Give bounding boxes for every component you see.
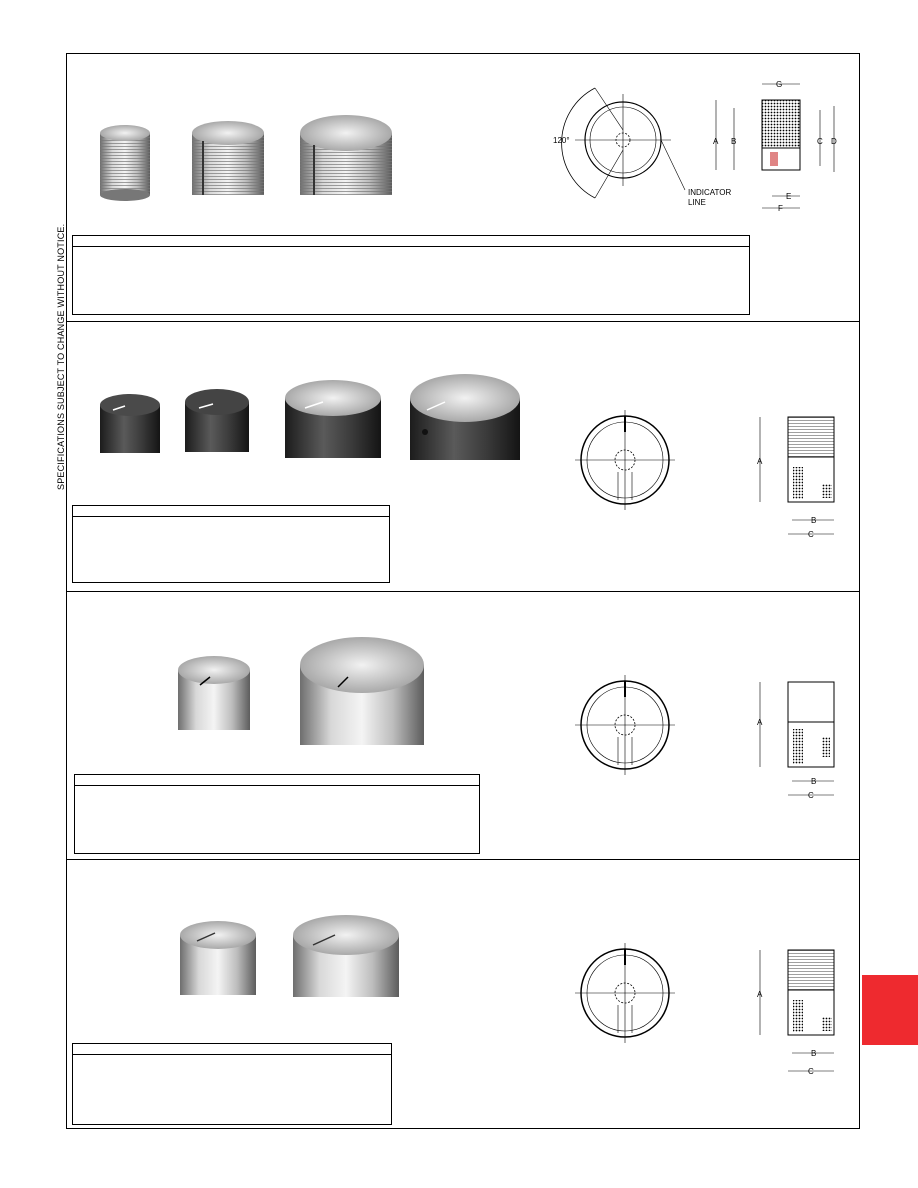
section1-spec-table — [72, 235, 750, 315]
section1-top-view-diagram — [545, 80, 685, 210]
section2-spec-table — [72, 505, 390, 583]
dim-e: E — [786, 192, 792, 201]
dim-c: C — [808, 791, 814, 800]
knob-medium-ribbed — [192, 121, 264, 195]
indicator-line-text: LINE — [688, 198, 706, 207]
section2-side-view-diagram — [750, 412, 840, 542]
specifications-note: SPECIFICATIONS SUBJECT TO CHANGE WITHOUT NOTICE. — [56, 223, 66, 490]
indicator-text: INDICATOR — [688, 188, 732, 197]
knob-dark-medium — [185, 389, 249, 452]
section-tab — [862, 975, 918, 1045]
section1-knob-photos — [90, 105, 400, 205]
dim-a: A — [757, 718, 763, 727]
section4-knob-photos — [175, 905, 415, 1005]
dim-a: A — [757, 457, 763, 466]
angle-label: 120° — [553, 136, 570, 145]
section1-side-view-diagram — [710, 78, 845, 218]
table-header — [75, 775, 479, 786]
section3-spec-table — [74, 774, 480, 854]
dim-a: A — [757, 990, 763, 999]
knob-brushed-small — [180, 921, 256, 995]
knob-silver-large — [300, 637, 424, 745]
section-divider-3 — [66, 859, 860, 860]
knob-dark-xlarge — [410, 374, 520, 460]
knob-brushed-large — [293, 915, 399, 997]
dim-b: B — [811, 1049, 817, 1058]
knob-silver-small — [178, 656, 250, 730]
dim-c: C — [817, 137, 823, 146]
section2-top-view-diagram — [570, 410, 680, 510]
knob-dark-small — [100, 394, 160, 453]
section3-top-view-diagram — [570, 675, 680, 775]
dim-b: B — [811, 516, 817, 525]
dim-g: G — [776, 80, 783, 89]
section4-spec-table — [72, 1043, 392, 1125]
section-divider-1 — [66, 321, 860, 322]
section2-knob-photos — [95, 370, 525, 465]
knob-large-ribbed — [300, 115, 392, 195]
dim-b: B — [811, 777, 817, 786]
dim-d: D — [831, 137, 837, 146]
dim-c: C — [808, 530, 814, 539]
dim-c: C — [808, 1067, 814, 1076]
section-divider-2 — [66, 591, 860, 592]
section4-side-view-diagram — [750, 945, 840, 1078]
section3-side-view-diagram — [750, 677, 840, 805]
dim-f: F — [778, 204, 783, 213]
table-header — [73, 1044, 391, 1055]
table-header — [73, 506, 389, 517]
dim-b: B — [731, 137, 737, 146]
table-header — [73, 236, 749, 247]
knob-small-ribbed — [100, 125, 150, 201]
section4-top-view-diagram — [570, 943, 680, 1043]
dim-a: A — [713, 137, 719, 146]
knob-dark-large — [285, 380, 381, 458]
section3-knob-photos — [170, 625, 440, 750]
